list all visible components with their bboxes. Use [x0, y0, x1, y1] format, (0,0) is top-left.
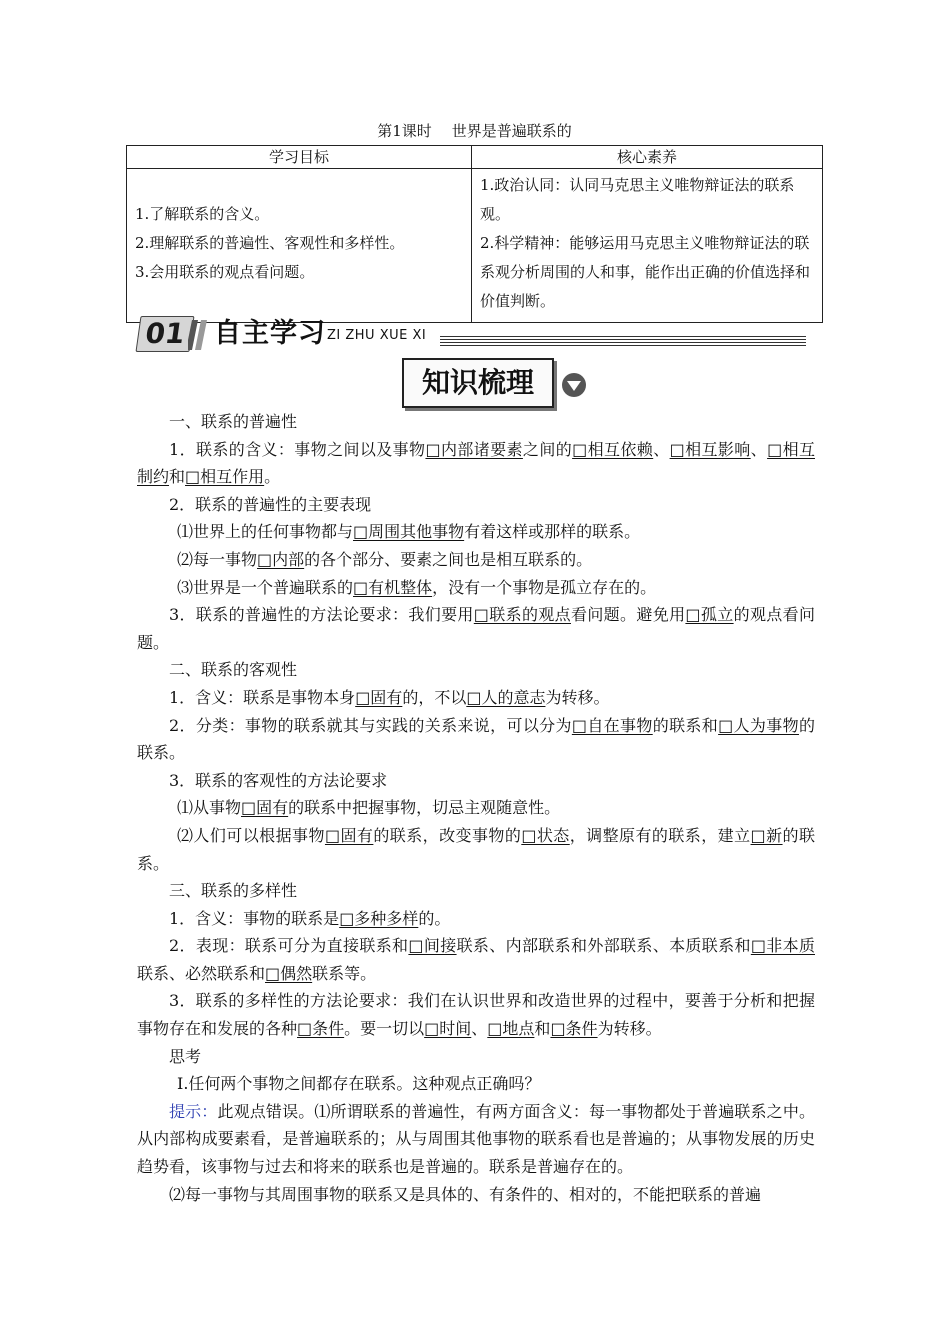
- text: 联系、内部联系和外部联系、本质联系和: [456, 936, 751, 956]
- paragraph: [137, 546, 815, 574]
- text: 。: [264, 467, 281, 487]
- text: 的。: [418, 908, 451, 928]
- think-label: 思考: [169, 1046, 202, 1066]
- fill-blank: □时间: [424, 1019, 472, 1039]
- text: 和: [169, 467, 186, 487]
- fill-blank: □相互影响: [669, 439, 751, 459]
- section-pinyin: ZI ZHU XUE XI: [327, 328, 427, 343]
- fill-blank: □相互制约: [137, 439, 815, 487]
- fill-blank: □地点: [487, 1019, 535, 1039]
- fill-blank: □非本质: [750, 936, 815, 956]
- lesson-label: 第1课时: [377, 122, 432, 140]
- text: 看问题。避免用: [570, 605, 686, 625]
- fill-blank: □有机整体: [353, 577, 433, 597]
- goal-item: 3.会用联系的观点看问题。: [135, 263, 315, 281]
- down-triangle-icon: [560, 371, 588, 399]
- divider: [440, 345, 806, 346]
- heading-universality: 一、联系的普遍性: [169, 412, 298, 431]
- question: Ⅰ.任何两个事物之间都存在联系。这种观点正确吗？: [177, 1074, 541, 1094]
- literacy-item: 1.政治认同：认同马克思主义唯物辩证法的联系观。: [480, 176, 795, 223]
- text: 的，不以: [402, 687, 467, 707]
- text: 为转移。: [545, 687, 610, 707]
- paragraph: [137, 987, 815, 1042]
- fill-blank: □自在事物: [571, 715, 653, 735]
- fill-blank: □固有: [324, 825, 374, 845]
- text: 的各个部分、要素之间也是相互联系的。: [304, 549, 593, 569]
- objectives-table: [126, 145, 823, 323]
- text: 的联系中把握事物，切忌主观随意性。: [288, 798, 561, 818]
- text: 的观点看问题。: [137, 605, 815, 652]
- divider: [440, 342, 806, 343]
- paragraph: [137, 436, 815, 491]
- goal-item: 1.了解联系的含义。: [135, 205, 270, 223]
- text: ，调整原有的联系，建立: [569, 825, 751, 845]
- text: 为转移。: [597, 1019, 662, 1039]
- fill-blank: □固有: [241, 798, 289, 818]
- fill-blank: □相互作用: [185, 467, 265, 487]
- text: 、: [653, 439, 670, 459]
- fill-blank: □多种多样: [339, 908, 419, 928]
- text: 此观点错误。⑴所谓联系的普遍性，有两方面含义：每一事物都处于普遍联系之中。从内部构成要素看，是普遍联系的；从与周围其他事物的联系看也是普遍的；从事物发展的历史趋势看，该事物与过去和将来的联系也是普遍的。联系是普遍存在的。: [137, 1101, 815, 1177]
- section-banner: [138, 314, 806, 354]
- text: 、: [471, 1019, 488, 1039]
- fill-blank: □条件: [297, 1019, 345, 1039]
- literacy-item: 2.科学精神：能够运用马克思主义唯物辩证法的联系观分析周围的人和事，能作出正确的价值选择和价值判断。: [480, 234, 811, 310]
- fill-blank: □条件: [550, 1019, 598, 1039]
- text: ⑵人们可以根据事物: [177, 825, 325, 845]
- heading-objectivity: 二、联系的客观性: [169, 660, 298, 680]
- fill-blank: □间接: [408, 936, 457, 956]
- text: ⑵每一事物: [177, 549, 258, 569]
- text: 。要一切以: [344, 1019, 425, 1039]
- section-number: 01: [135, 316, 194, 352]
- answer: [137, 1098, 815, 1181]
- header-literacy: 核心素养: [472, 146, 823, 169]
- text: ⑴从事物: [177, 798, 242, 818]
- hint-label: 提示：: [169, 1101, 218, 1121]
- literacy-cell: [472, 169, 823, 323]
- fill-blank: □状态: [521, 825, 570, 845]
- text: ⑴世界上的任何事物都与: [177, 522, 354, 542]
- paragraph: [137, 712, 815, 767]
- text: 1．含义：联系是事物本身: [169, 687, 356, 707]
- text: 的联系。: [137, 715, 815, 763]
- text: 有着这样或那样的联系。: [464, 522, 641, 542]
- text: ⑶世界是一个普遍联系的: [177, 577, 354, 597]
- text: 之间的: [522, 439, 573, 459]
- paragraph: [137, 518, 815, 546]
- text: 3．联系的普遍性的方法论要求：我们要用: [169, 605, 474, 625]
- paragraph: [137, 822, 815, 877]
- fill-blank: □偶然: [265, 963, 313, 983]
- fill-blank: □新: [750, 825, 783, 845]
- goals-cell: [127, 169, 472, 323]
- text: 的联系，改变事物的: [373, 825, 522, 845]
- fill-blank: □内部诸要素: [425, 439, 523, 459]
- paragraph: [137, 905, 815, 933]
- text: 和: [534, 1019, 551, 1039]
- text: 2．表现：联系可分为直接联系和: [169, 936, 409, 956]
- text: 的联系。: [137, 825, 815, 873]
- divider: [440, 339, 806, 340]
- fill-blank: □相互依赖: [572, 439, 654, 459]
- text: ，没有一个事物是孤立存在的。: [432, 577, 657, 597]
- text: 3．联系的多样性的方法论要求：我们在认识世界和改造世界的过程中，要善于分析和把握事物存在和发展的各种: [137, 991, 815, 1039]
- text: 1．含义：事物的联系是: [169, 908, 340, 928]
- text: 的联系和: [652, 715, 719, 735]
- paragraph: 2．联系的普遍性的主要表现: [169, 494, 372, 514]
- paragraph: [137, 574, 815, 602]
- knowledge-title: 知识梳理: [421, 366, 534, 399]
- text: 、: [750, 439, 768, 459]
- section-title: 自主学习: [214, 318, 326, 349]
- fill-blank: □联系的观点: [473, 605, 571, 625]
- heading-diversity: 三、联系的多样性: [169, 881, 298, 901]
- fill-blank: □人的意志: [466, 687, 546, 707]
- text: 2．分类：事物的联系就其与实践的关系来说，可以分为: [169, 715, 572, 735]
- answer: ⑵每一事物与其周围事物的联系又是具体的、有条件的、相对的，不能把联系的普遍: [169, 1184, 762, 1204]
- text: 1．联系的含义：事物之间以及事物: [169, 439, 426, 459]
- paragraph: [137, 794, 815, 822]
- divider: [440, 336, 806, 337]
- paragraph: [137, 684, 815, 712]
- fill-blank: □人为事物: [718, 715, 799, 735]
- fill-blank: □固有: [355, 687, 403, 707]
- paragraph: [137, 601, 815, 656]
- text: 联系等。: [312, 963, 377, 983]
- fill-blank: □内部: [257, 549, 305, 569]
- content: [137, 408, 815, 1208]
- slash-decoration-icon: [188, 320, 210, 350]
- knowledge-box: [402, 358, 554, 408]
- text: 联系、必然联系和: [137, 963, 266, 983]
- paragraph: 3．联系的客观性的方法论要求: [169, 770, 388, 790]
- goal-item: 2.理解联系的普遍性、客观性和多样性。: [135, 234, 405, 252]
- fill-blank: □周围其他事物: [353, 522, 465, 542]
- page-title: [126, 121, 823, 141]
- paragraph: [137, 932, 815, 987]
- header-goals: 学习目标: [127, 146, 472, 169]
- lesson-name: 世界是普遍联系的: [451, 122, 572, 140]
- fill-blank: □孤立: [685, 605, 734, 625]
